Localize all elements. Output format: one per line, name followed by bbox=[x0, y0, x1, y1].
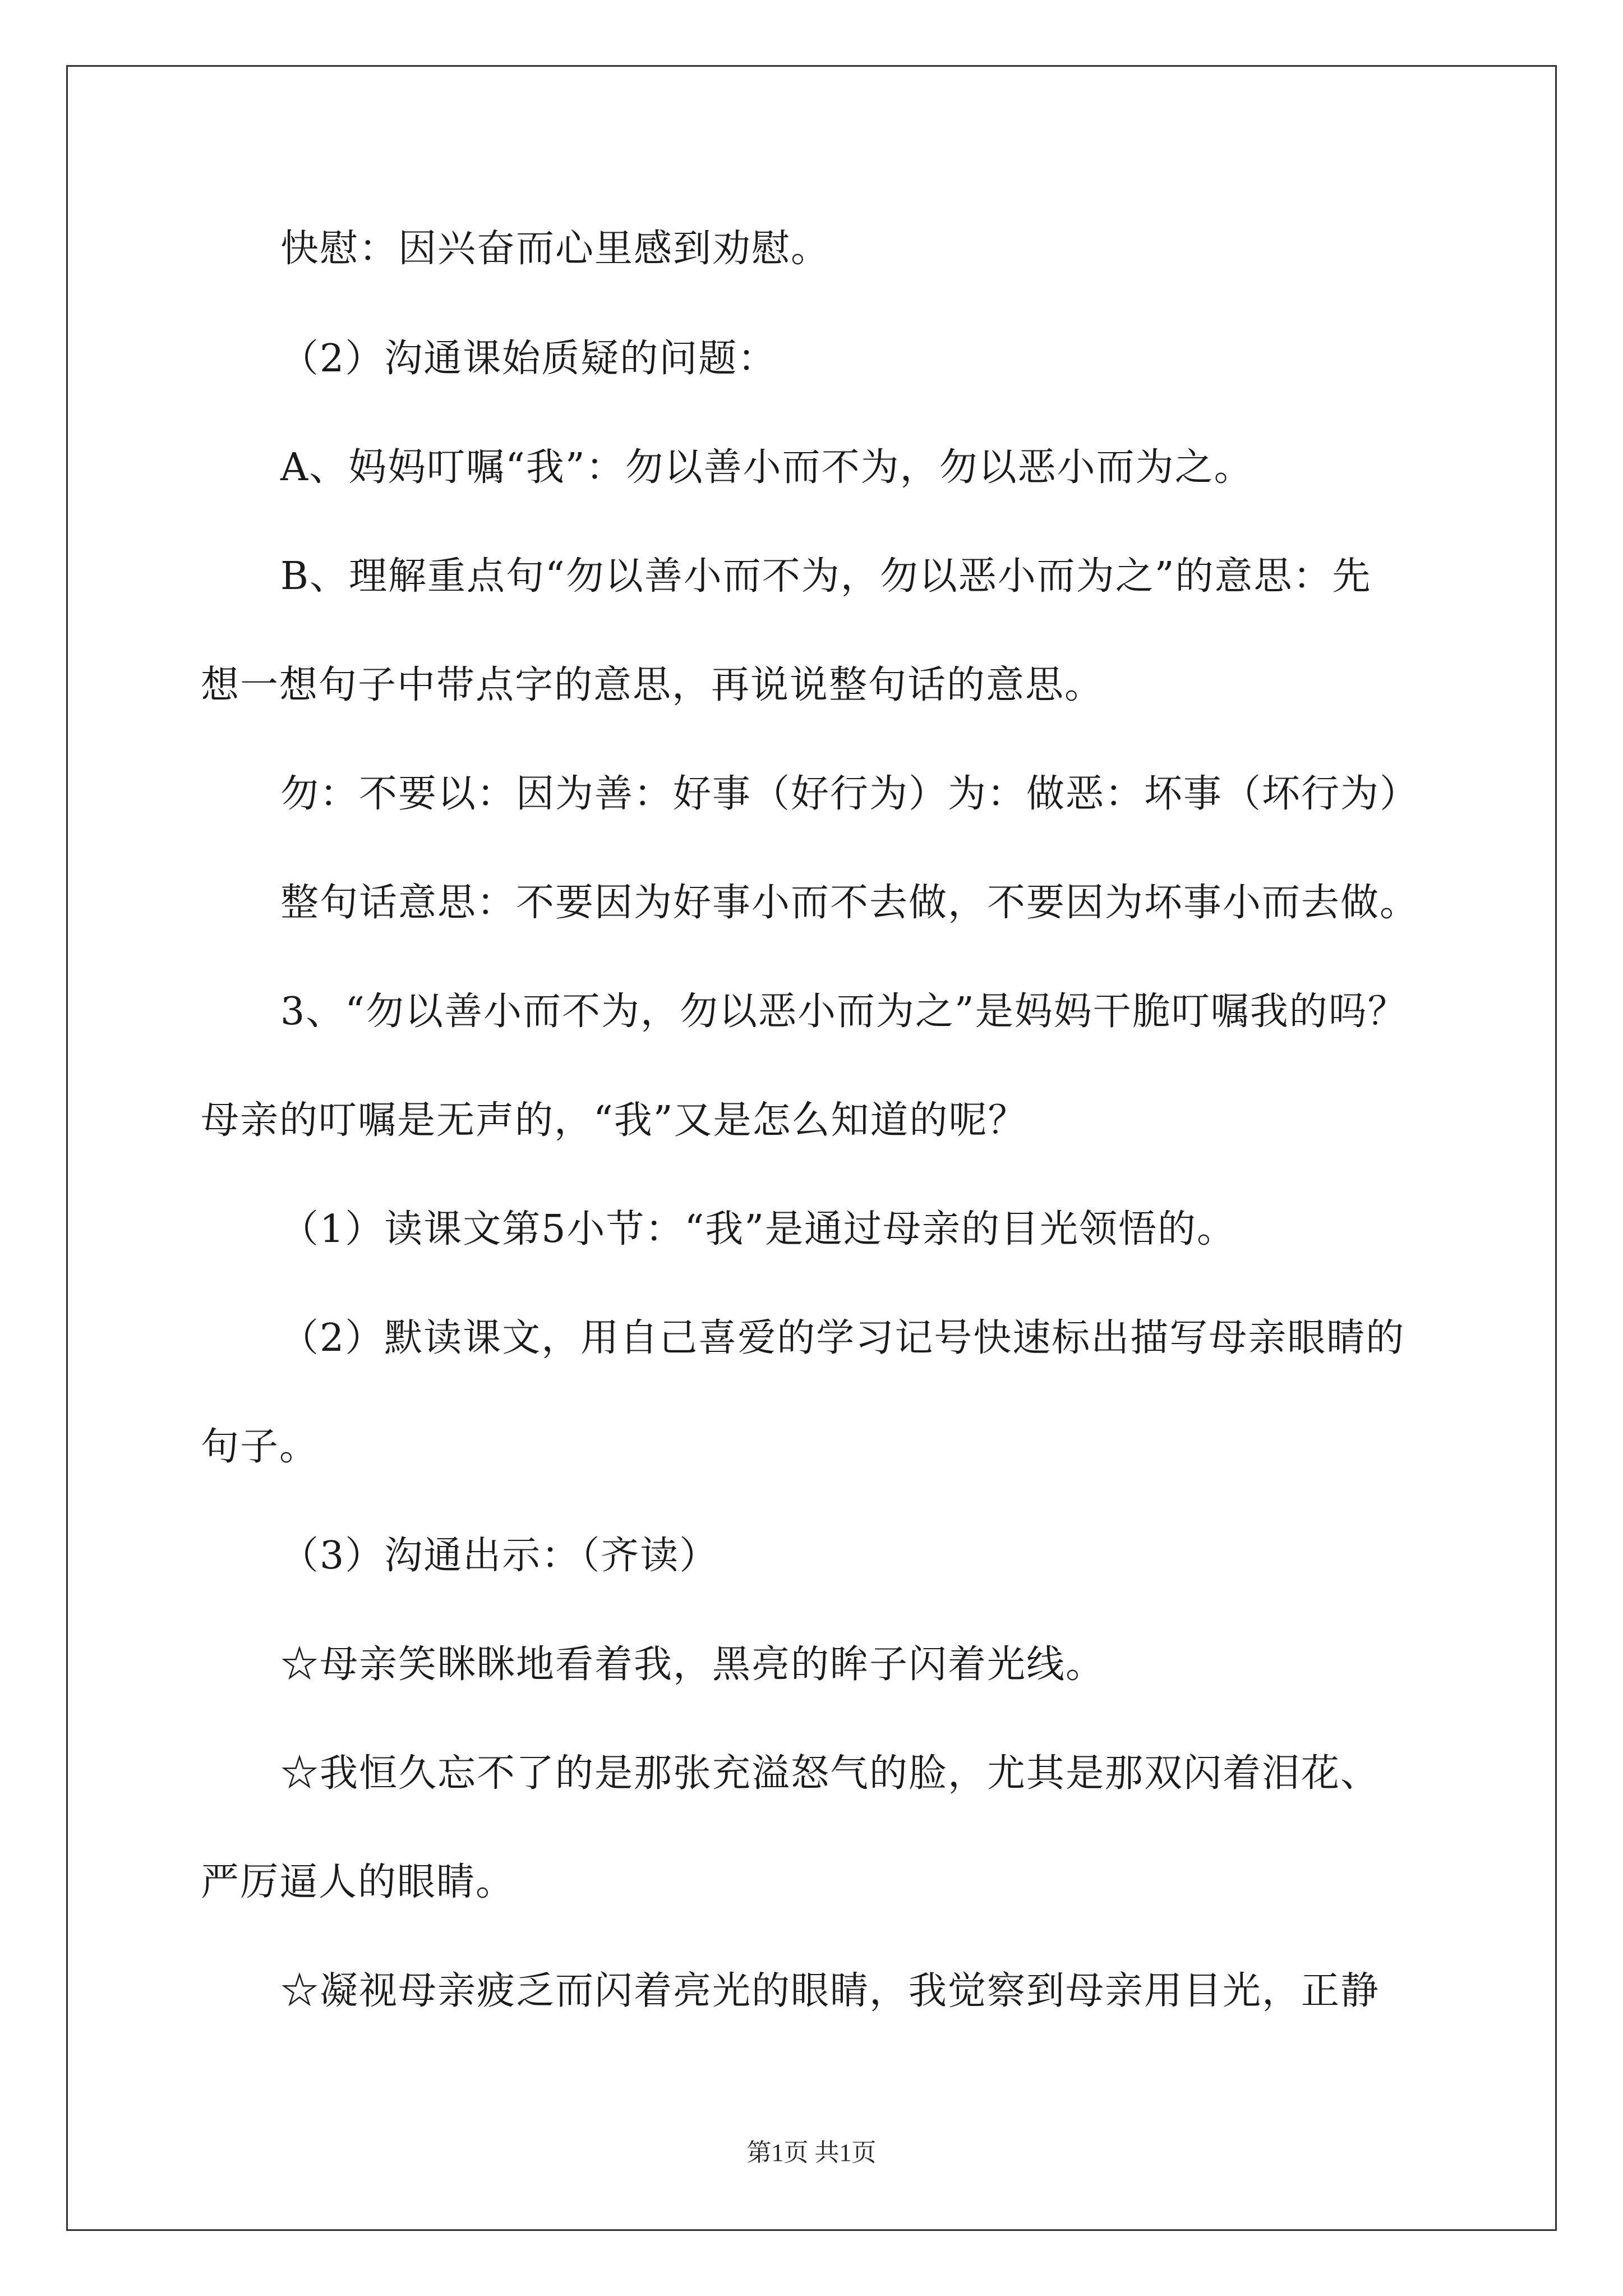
page-number-footer: 第1页 共1页 bbox=[746, 2139, 877, 2166]
text-line-11: （2）默读课文，用自己喜爱的学习记号快速标出描写母亲眼睛的 bbox=[280, 1316, 1405, 1360]
text-line-3: A、妈妈叮嘱“我”：勿以善小而不为，勿以恶小而为之。 bbox=[280, 445, 1253, 490]
page-border bbox=[66, 65, 1557, 2231]
text-line-9: 母亲的叮嘱是无声的，“我”又是怎么知道的呢？ bbox=[201, 1098, 1027, 1143]
text-line-16: 严厉逼人的眼睛。 bbox=[201, 1860, 515, 1904]
text-line-2: （2）沟通课始质疑的问题： bbox=[280, 337, 777, 381]
text-line-8: 3、“勿以善小而不为，勿以恶小而为之”是妈妈干脆叮嘱我的吗？ bbox=[280, 990, 1407, 1034]
text-line-7: 整句话意思：不要因为好事小而不去做，不要因为坏事小而去做。 bbox=[280, 881, 1419, 925]
text-line-4: B、理解重点句“勿以善小而不为，勿以恶小而为之”的意思：先 bbox=[280, 554, 1372, 599]
text-line-10: （1）读课文第5小节：“我”是通过母亲的目光领悟的。 bbox=[280, 1207, 1237, 1251]
text-line-14: ☆母亲笑眯眯地看着我，黑亮的眸子闪着光线。 bbox=[280, 1642, 1105, 1687]
text-line-12: 句子。 bbox=[201, 1425, 319, 1469]
text-line-1: 快慰：因兴奋而心里感到劝慰。 bbox=[280, 227, 831, 271]
text-line-15: ☆我恒久忘不了的是那张充溢怒气的脸，尤其是那双闪着泪花、 bbox=[280, 1751, 1380, 1796]
text-line-6: 勿：不要以：因为善：好事（好行为）为：做恶：坏事（坏行为） bbox=[280, 772, 1419, 816]
text-line-17: ☆凝视母亲疲乏而闪着亮光的眼睛，我觉察到母亲用目光，正静 bbox=[280, 1969, 1380, 2013]
text-line-5: 想一想句子中带点字的意思，再说说整句话的意思。 bbox=[201, 663, 1104, 707]
text-line-13: （3）沟通出示：（齐读） bbox=[280, 1534, 719, 1578]
